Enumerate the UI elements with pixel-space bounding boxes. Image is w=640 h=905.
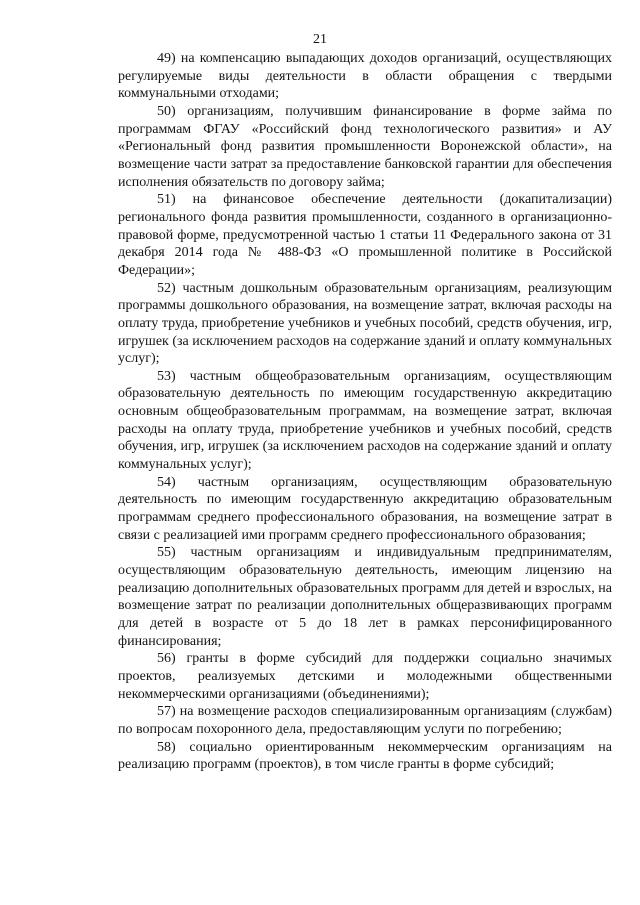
list-item-51: 51) на финансовое обеспечение деятельности (докапитализации) регионального фонда развития промышленности, созданного в организационно-правовой форме, предусмотренной частью 1 статьи 11 Федерального закона от 31 декабря 2014 года № 488-ФЗ «О промышленной политике в Российской Федерации»; xyxy=(118,192,612,278)
list-item-55: 55) частным организациям и индивидуальным предпринимателям, осуществляющим образовательную деятельность, имеющим лицензию на реализацию дополнительных образовательных программ для детей и взрослых, на возмещение затрат по реализации дополнительных общеразвивающих программ для детей в возрасте от 5 до 18 лет в рамках персонифицированного финансирования; xyxy=(118,545,612,649)
document-body xyxy=(118,50,612,774)
list-item-57: 57) на возмещение расходов специализированным организациям (службам) по вопросам похоронного дела, предоставляющим услуги по погребению; xyxy=(118,704,612,737)
page-number: 21 xyxy=(313,32,327,47)
list-item-49: 49) на компенсацию выпадающих доходов организаций, осуществляющих регулируемые виды деятельности в области обращения с твердыми коммунальными отходами; xyxy=(118,51,612,102)
list-item-58: 58) социально ориентированным некоммерческим организациям на реализацию программ (проектов), в том числе гранты в форме субсидий; xyxy=(118,739,612,773)
list-item-54: 54) частным организациям, осуществляющим образовательную деятельность по имеющим государственную аккредитацию образовательным программам среднего профессионального образования, на возмещение затрат в связи с реализацией ими программ среднего профессионального образования; xyxy=(118,474,612,543)
list-item-56: 56) гранты в форме субсидий для поддержки социально значимых проектов, реализуемых детскими и молодежными общественными некоммерческими организациями (объединениями); xyxy=(118,651,612,702)
list-item-52: 52) частным дошкольным образовательным организациям, реализующим программы дошкольного образования, на возмещение затрат, включая расходы на оплату труда, приобретение учебников и учебных пособий, средств обучения, игр, игрушек (за исключением расходов на содержание зданий и оплату коммунальных услуг); xyxy=(118,280,612,367)
list-item-53: 53) частным общеобразовательным организациям, осуществляющим образовательную деятельность по имеющим государственную аккредитацию основным общеобразовательным программам, на возмещение затрат, включая расходы на оплату труда, приобретение учебников и учебных пособий, средств обучения, игр, игрушек (за исключением расходов на содержание зданий и оплату коммунальных услуг); xyxy=(118,368,612,473)
list-item-50: 50) организациям, получившим финансирование в форме займа по программам ФГАУ «Российский фонд технологического развития» и АУ «Региональный фонд развития промышленности Воронежской области», на возмещение части затрат за предоставление банковской гарантии для обеспечения исполнения обязательств по договору займа; xyxy=(118,103,612,190)
